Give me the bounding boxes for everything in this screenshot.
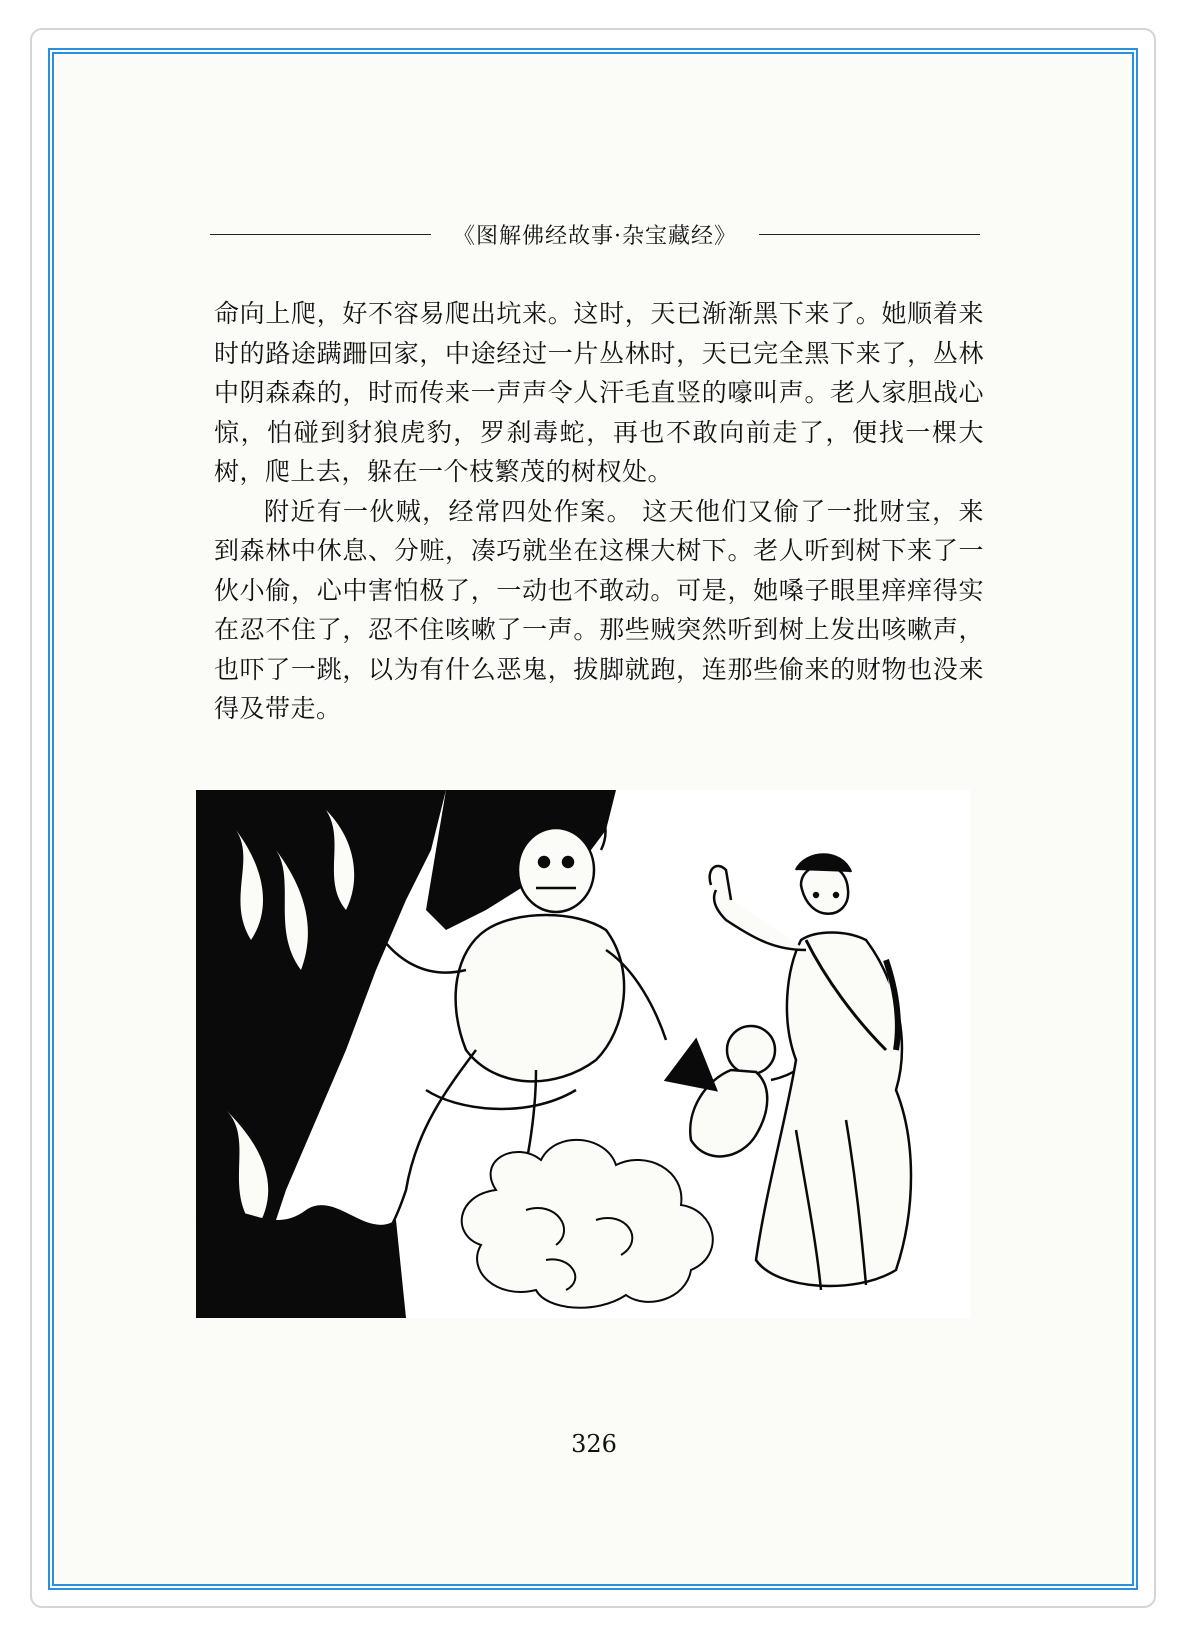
page-number: 326 <box>571 1430 617 1458</box>
paragraph: 附近有一伙贼，经常四处作案。 这天他们又偷了一批财宝，来到森林中休息、分赃，凑巧就坐在这棵大树下。老人听到树下来了一伙小偷，心中害怕极了，一动也不敢动。可是，她嗓子眼里痒痒得实在忍不住了，忍不住咳嗽了一声。那些贼突然听到树上发出咳嗽声，也吓了一跳，以为有什么恶鬼，拔脚就跑，连那些偷来的财物也没来得及带走。 <box>214 496 984 723</box>
paragraph: 命向上爬，好不容易爬出坑来。这时，天已渐渐黑下来了。她顺着来时的路途蹒跚回家，中途经过一片丛林时，天已完全黑下来了，丛林中阴森森的，时而传来一声声令人汗毛直竖的嚎叫声。老人家胆战心惊，怕碰到豺狼虎豹，罗刹毒蛇，再也不敢向前走了，便找一棵大树，爬上去，躲在一个枝繁茂的树杈处。 <box>214 299 984 486</box>
header-rule-left <box>210 234 431 235</box>
illustration-icon <box>196 790 970 1318</box>
running-header <box>210 214 980 254</box>
body-text <box>214 294 984 729</box>
header-rule-right <box>759 234 980 235</box>
woodcut-illustration <box>196 790 970 1318</box>
book-title: 《图解佛经故事·杂宝藏经》 <box>453 223 737 249</box>
